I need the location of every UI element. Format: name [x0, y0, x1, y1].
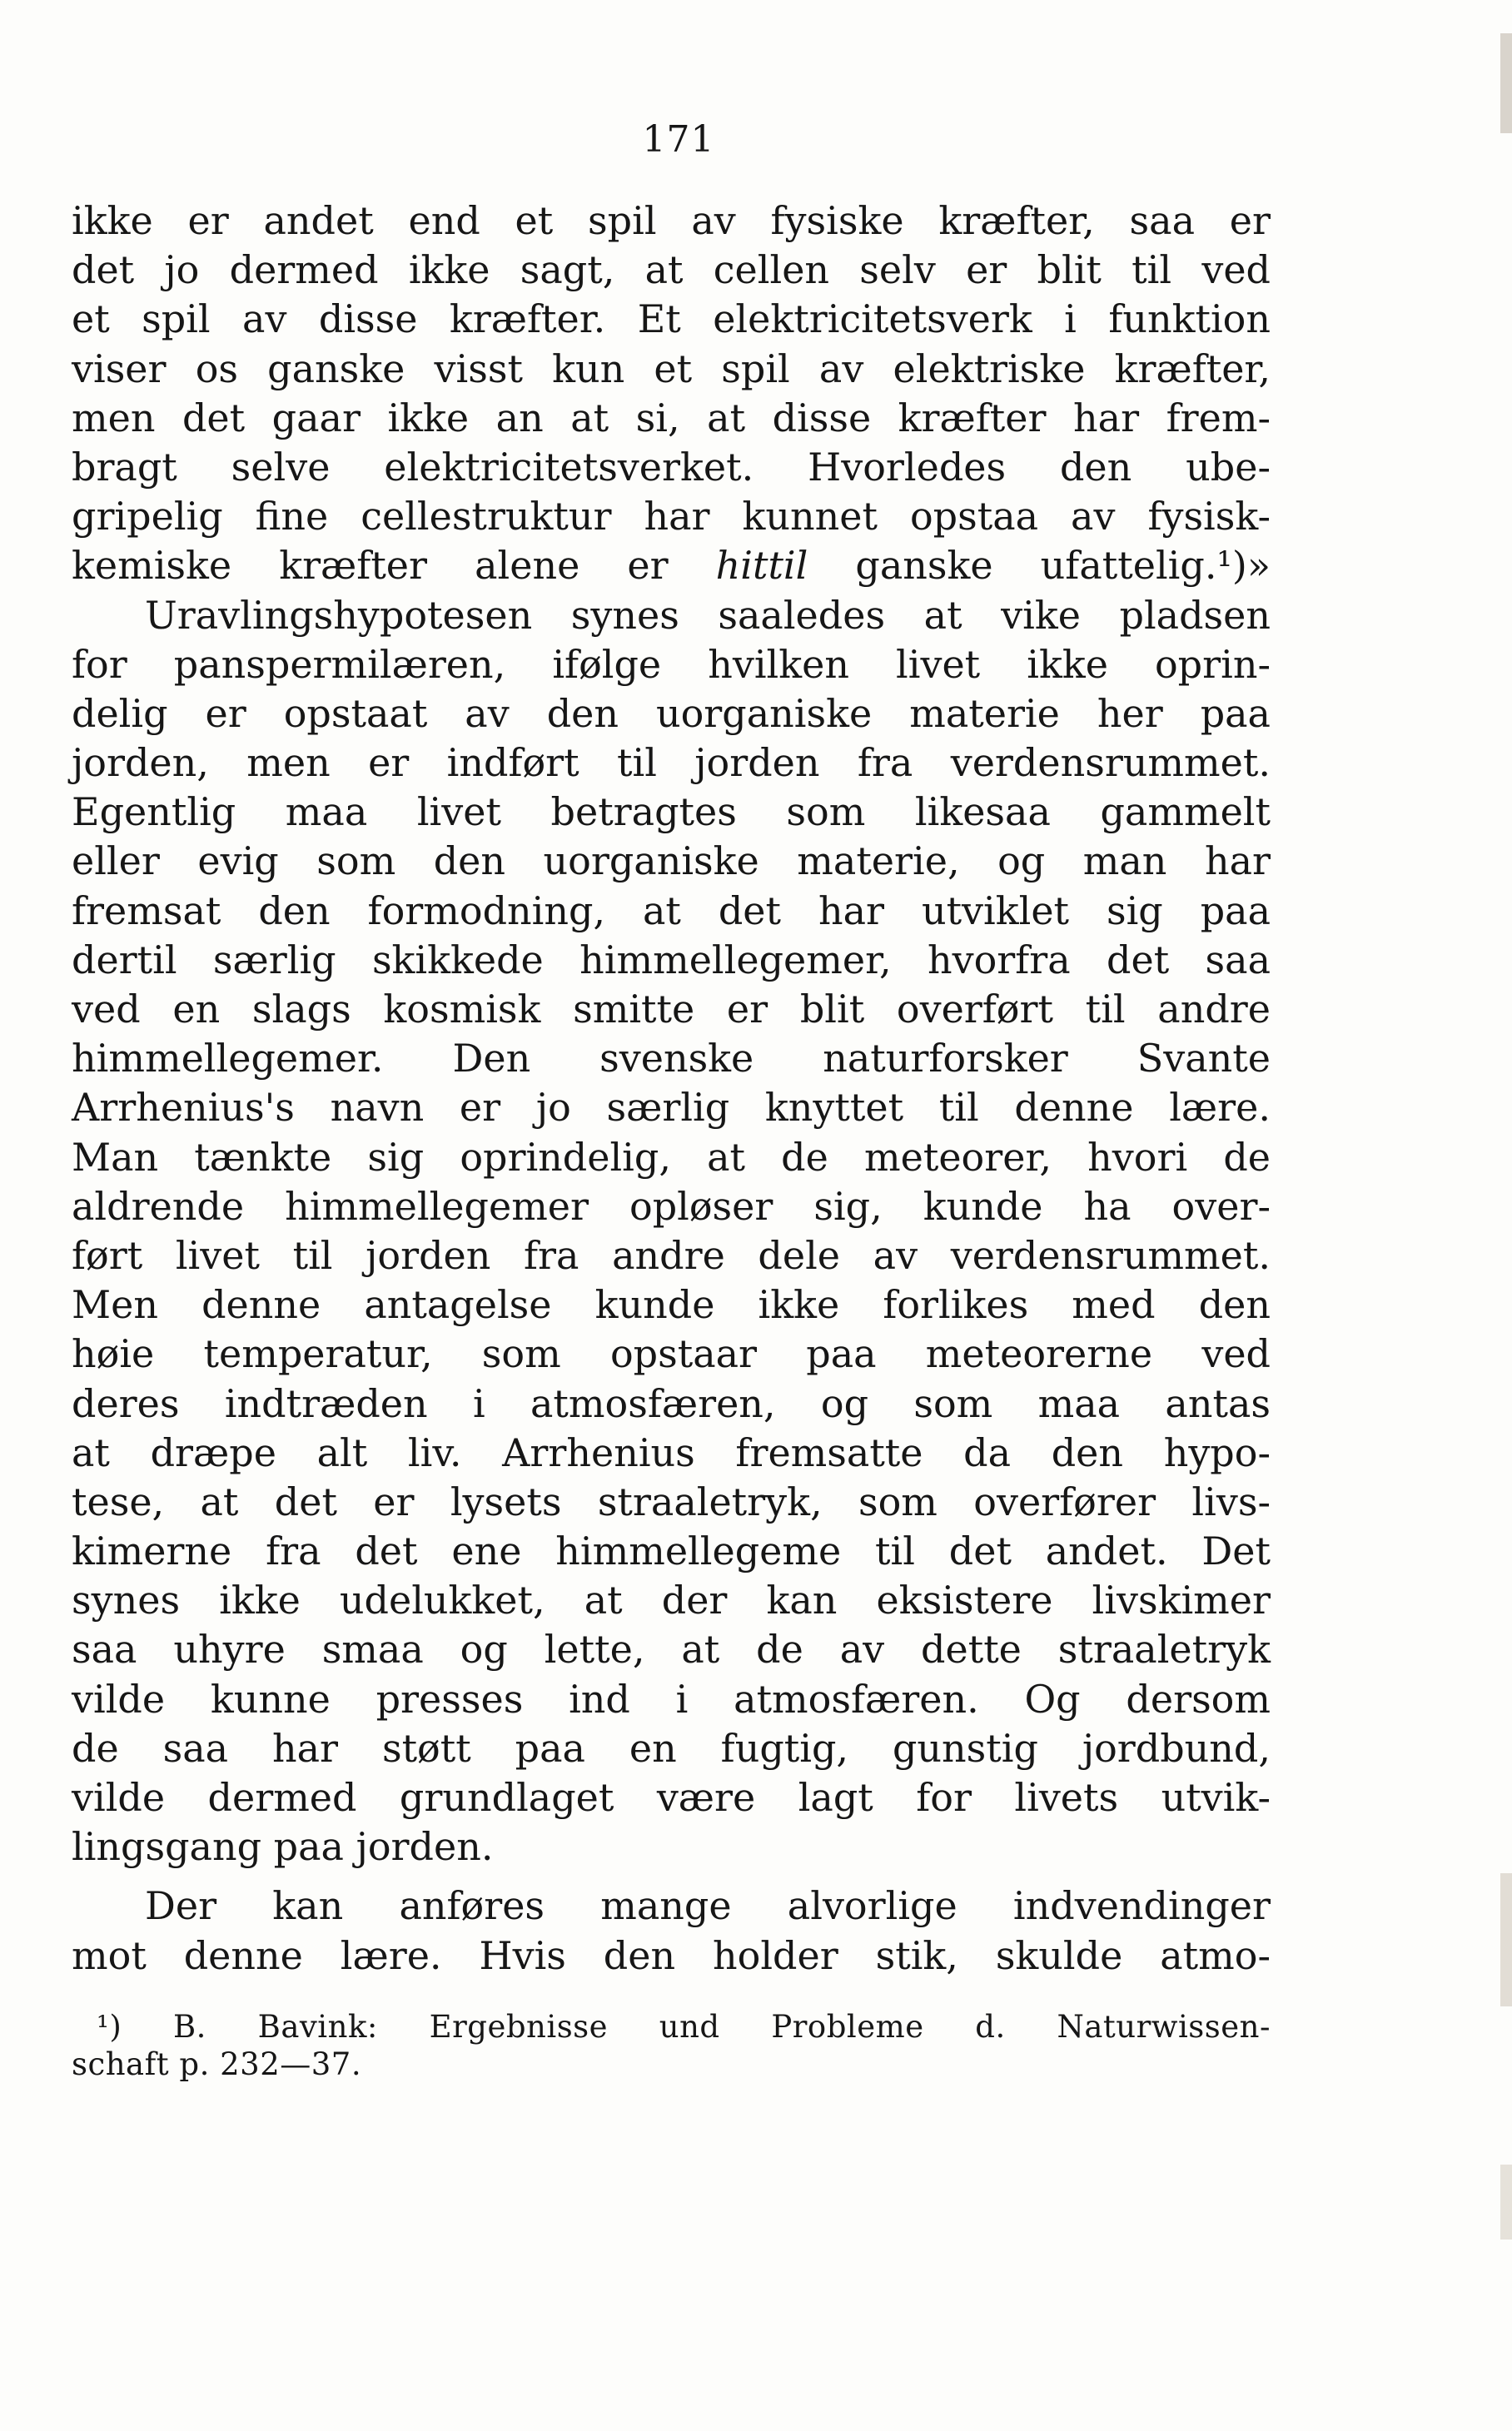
text-line: ikke er andet end et spil av fysiske kræfter, saa er	[72, 198, 1271, 243]
paragraph-start-line: Uravlingshypotesen synes saaledes at vike pladsen	[145, 592, 1271, 638]
text-line: fremsat den formodning, at det har utviklet sig paa	[72, 887, 1271, 933]
text-line: Man tænkte sig oprindelig, at de meteorer, hvori de	[72, 1134, 1271, 1180]
text-line: men det gaar ikke an at si, at disse kræfter har frem-	[72, 395, 1271, 440]
page-edge-shadow	[1500, 1873, 1512, 2006]
footnote-line: ¹) B. Bavink: Ergebnisse und Probleme d. Naturwissen-	[97, 2009, 1271, 2045]
text-line: vilde kunne presses ind i atmosfæren. Og dersom	[72, 1676, 1271, 1722]
text-line: Egentlig maa livet betragtes som likesaa gammelt	[72, 789, 1271, 835]
page-edge-shadow	[1500, 33, 1512, 133]
text-line: Men denne antagelse kunde ikke forlikes med den	[72, 1282, 1271, 1328]
text-line: deres indtræden i atmosfæren, og som maa antas	[72, 1380, 1271, 1426]
text-line-with-italic	[72, 541, 1271, 590]
text-line: Arrhenius's navn er jo særlig knyttet til denne lære.	[72, 1085, 1271, 1131]
text-line: kimerne fra det ene himmellegeme til det andet. Det	[72, 1529, 1271, 1574]
paragraph-start-line: Der kan anføres mange alvorlige indvendinger	[145, 1883, 1271, 1929]
text-line: for panspermilæren, ifølge hvilken livet ikke oprin-	[72, 641, 1271, 687]
text-line: dertil særlig skikkede himmellegemer, hvorfra det saa	[72, 937, 1271, 982]
text-line: ført livet til jorden fra andre dele av verdensrummet.	[72, 1232, 1271, 1278]
text-line: himmellegemer. Den svenske naturforsker Svante	[72, 1036, 1271, 1081]
text-line: ved en slags kosmisk smitte er blit overført til andre	[72, 987, 1271, 1032]
text-line: tese, at det er lysets straaletryk, som overfører livs-	[72, 1479, 1271, 1524]
text-line: mot denne lære. Hvis den holder stik, skulde atmo-	[72, 1932, 1271, 1978]
text-line: et spil av disse kræfter. Et elektricitetsverk i funktion	[72, 296, 1271, 342]
text-line: eller evig som den uorganiske materie, og man har	[72, 838, 1271, 884]
page-number: 171	[642, 118, 715, 161]
text-line: at dræpe alt liv. Arrhenius fremsatte da den hypo-	[72, 1429, 1271, 1475]
text-line: vilde dermed grundlaget være lagt for livets utvik-	[72, 1775, 1271, 1820]
footnote	[72, 2008, 1271, 2083]
text-line: saa uhyre smaa og lette, at de av dette straaletryk	[72, 1627, 1271, 1673]
text-line: det jo dermed ikke sagt, at cellen selv er blit til ved	[72, 247, 1271, 293]
text-line: de saa har støtt paa en fugtig, gunstig jordbund,	[72, 1725, 1271, 1771]
text-segment: ganske ufattelig.¹)»	[808, 543, 1271, 589]
italic-word: hittil	[715, 543, 808, 589]
text-line: delig er opstaat av den uorganiske materie her paa	[72, 690, 1271, 736]
paragraph-end-line: lingsgang paa jorden.	[72, 1824, 494, 1870]
text-line: høie temperatur, som opstaar paa meteorerne ved	[72, 1331, 1271, 1377]
body-text	[72, 196, 1271, 1981]
text-line: jorden, men er indført til jorden fra verdensrummet.	[72, 740, 1271, 786]
text-line: gripelig fine cellestruktur har kunnet opstaa av fysisk-	[72, 494, 1271, 539]
page-edge-shadow	[1500, 2165, 1512, 2240]
text-line: bragt selve elektricitetsverket. Hvorledes den ube-	[72, 444, 1271, 490]
text-line: viser os ganske visst kun et spil av elektriske kræfter,	[72, 346, 1271, 391]
text-line: synes ikke udelukket, at der kan eksistere livskimer	[72, 1578, 1271, 1623]
text-segment: kemiske kræfter alene er	[72, 543, 716, 589]
footnote-line: schaft p. 232—37.	[72, 2046, 362, 2082]
text-line: aldrende himmellegemer opløser sig, kunde ha over-	[72, 1183, 1271, 1229]
